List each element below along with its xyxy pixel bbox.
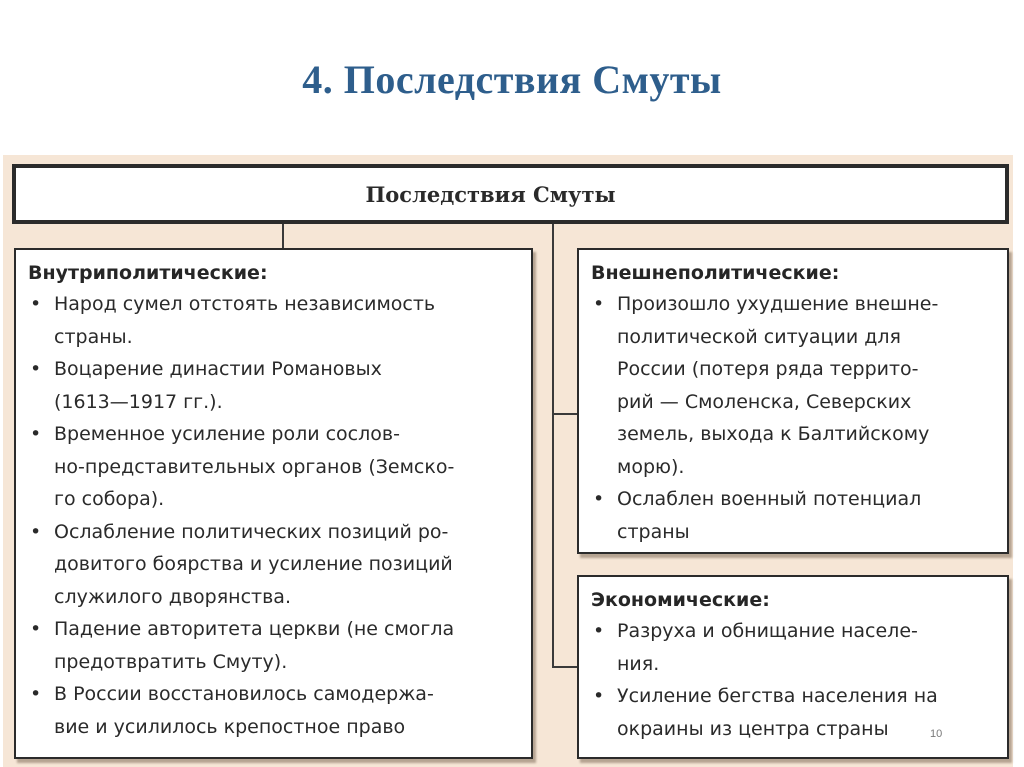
domestic-item: • В России восстановилось самодержа- вие и усилилось крепостное право	[28, 678, 519, 743]
page-number: 10	[930, 728, 943, 740]
bullet-icon: •	[593, 685, 605, 707]
foreign-box	[577, 248, 1009, 554]
domestic-item: • Временное усиление роли сослов- но-представительных органов (Земско- го собора).	[28, 418, 519, 516]
domestic-item: • Падение авторитета церкви (не смогла предотвратить Смуту).	[28, 613, 519, 678]
slide-title: 4. Последствия Смуты	[302, 57, 722, 102]
bullet-icon: •	[30, 618, 42, 640]
bullet-icon: •	[30, 423, 42, 445]
bullet-icon: •	[30, 520, 42, 543]
connector-domestic	[282, 224, 284, 248]
domestic-title: Внутриполитические:	[28, 262, 268, 284]
foreign-item: • Произошло ухудшение внешне- политической ситуации для России (потеря ряда террито- рий — Смоленска, Северских земель, выхода к Балтийскому морю).	[591, 288, 997, 483]
bullet-icon: •	[593, 488, 605, 510]
bullet-icon: •	[593, 620, 605, 642]
diagram-header-text: Последствия Смуты	[365, 181, 616, 207]
connector-main-vertical	[552, 224, 554, 668]
domestic-item: • Воцарение династии Романовых (1613—1917 гг.).	[28, 353, 519, 418]
foreign-item: • Ослаблен военный потенциал страны	[591, 483, 997, 548]
connector-economic	[552, 666, 577, 668]
consequences-diagram	[3, 155, 1013, 767]
domestic-item: • Народ сумел отстоять независимость страны.	[28, 288, 519, 353]
foreign-title: Внешнеполитические:	[591, 262, 840, 284]
foreign-list	[591, 288, 997, 548]
economic-item: • Разруха и обнищание населе- ния.	[591, 615, 997, 680]
bullet-icon: •	[30, 683, 42, 705]
diagram-header-box	[12, 164, 1009, 224]
economic-box	[577, 575, 1009, 759]
domestic-list	[28, 288, 519, 743]
connector-foreign	[552, 413, 577, 415]
economic-title: Экономические:	[591, 589, 770, 611]
domestic-item: • Ослабление политических позиций ро- довитого боярства и усиление позиций служилого дворянства.	[28, 516, 519, 614]
economic-item: • Усиление бегства населения на окраины из центра страны	[591, 680, 997, 745]
economic-list	[591, 615, 997, 745]
bullet-icon: •	[30, 358, 42, 380]
bullet-icon: •	[593, 293, 605, 315]
domestic-box	[14, 248, 533, 759]
bullet-icon: •	[30, 293, 42, 315]
